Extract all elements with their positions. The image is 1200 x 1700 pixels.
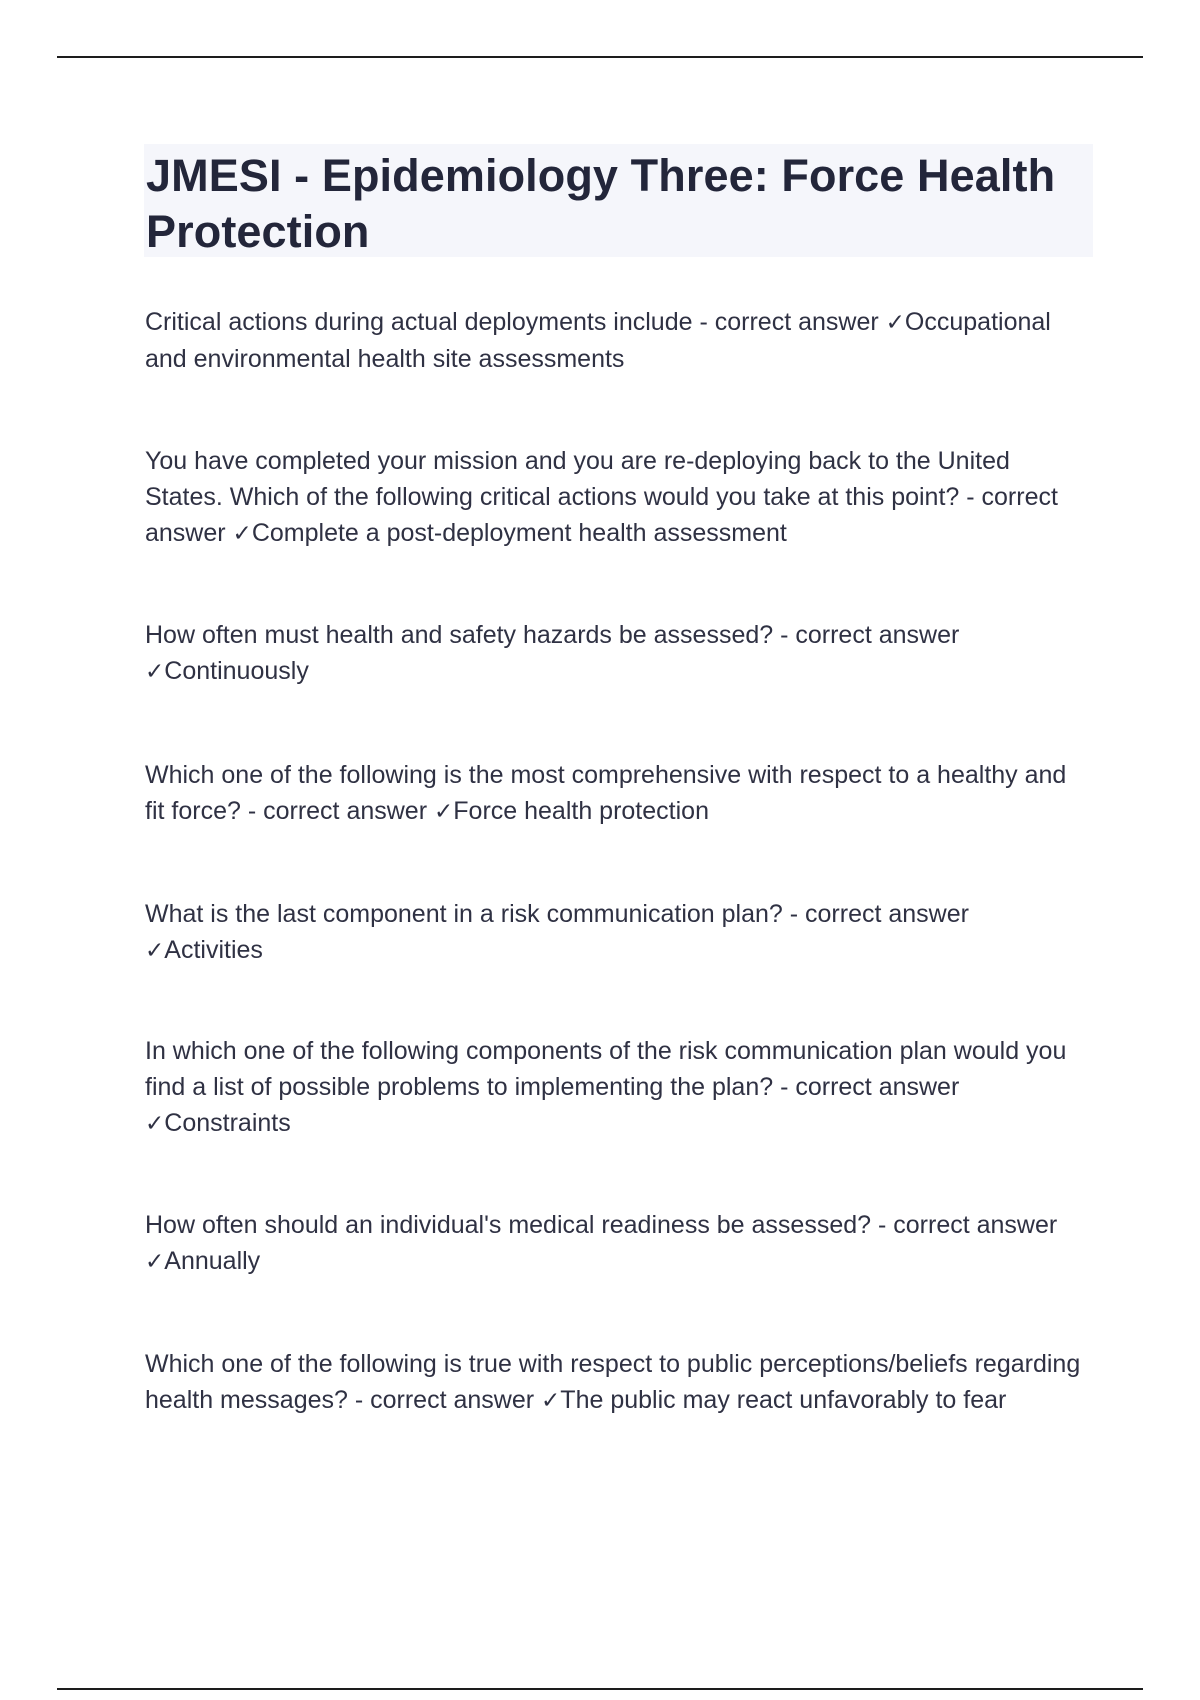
page-title: JMESI - Epidemiology Three: Force Health Protection [146,150,1056,257]
answer-marker: - correct answer [773,621,960,649]
qa-item [145,757,1085,830]
checkmark-icon: ✓ [885,310,905,336]
answer-text: Continuously [164,657,309,685]
checkmark-icon: ✓ [541,1388,561,1414]
answer-text: The public may react unfavorably to fear [560,1386,1007,1414]
question-text: You have completed your mission and you are re-deploying back to the United States. Which of the following critical actions would you take at this point? [145,447,1010,511]
qa-item [145,443,1085,552]
answer-marker: - correct answer [145,483,1058,547]
answer-text: Complete a post-deployment health assessment [251,519,787,547]
answer-marker: - correct answer [692,308,886,336]
question-text: Critical actions during actual deployments include [145,308,693,336]
answer-text: Constraints [164,1109,291,1137]
qa-item [145,896,1085,969]
answer-marker: - correct answer [347,1386,542,1414]
title-banner [144,144,1093,257]
qa-item [145,1207,1085,1280]
checkmark-icon: ✓ [145,938,165,964]
bottom-rule [57,1688,1143,1690]
question-text: How often should an individual's medical readiness be assessed? [145,1211,872,1239]
qa-item [145,1346,1085,1419]
question-text: What is the last component in a risk communication plan? [145,900,783,928]
question-text: Which one of the following is true with respect to public perceptions/beliefs regarding health messages? [145,1350,1081,1414]
checkmark-icon: ✓ [232,521,252,547]
answer-text: Activities [164,936,263,964]
answer-marker: - correct answer [773,1073,960,1101]
answer-marker: - correct answer [871,1211,1058,1239]
question-text: How often must health and safety hazards be assessed? [145,621,774,649]
qa-item [145,617,1085,690]
question-text: In which one of the following components of the risk communication plan would you find a list of possible problems to implementing the plan? [145,1037,1067,1101]
answer-text: Occupational and environmental health site assessments [145,308,1051,373]
answer-text: Force health protection [453,797,709,825]
top-rule [57,56,1143,58]
answer-marker: - correct answer [782,900,969,928]
checkmark-icon: ✓ [145,1111,165,1137]
checkmark-icon: ✓ [145,1249,165,1275]
checkmark-icon: ✓ [145,659,165,685]
qa-item [145,304,1085,377]
answer-marker: - correct answer [240,797,434,825]
question-text: Which one of the following is the most comprehensive with respect to a healthy and fit force? [145,761,1067,825]
answer-text: Annually [164,1247,261,1275]
checkmark-icon: ✓ [433,799,454,825]
qa-item [145,1033,1085,1142]
